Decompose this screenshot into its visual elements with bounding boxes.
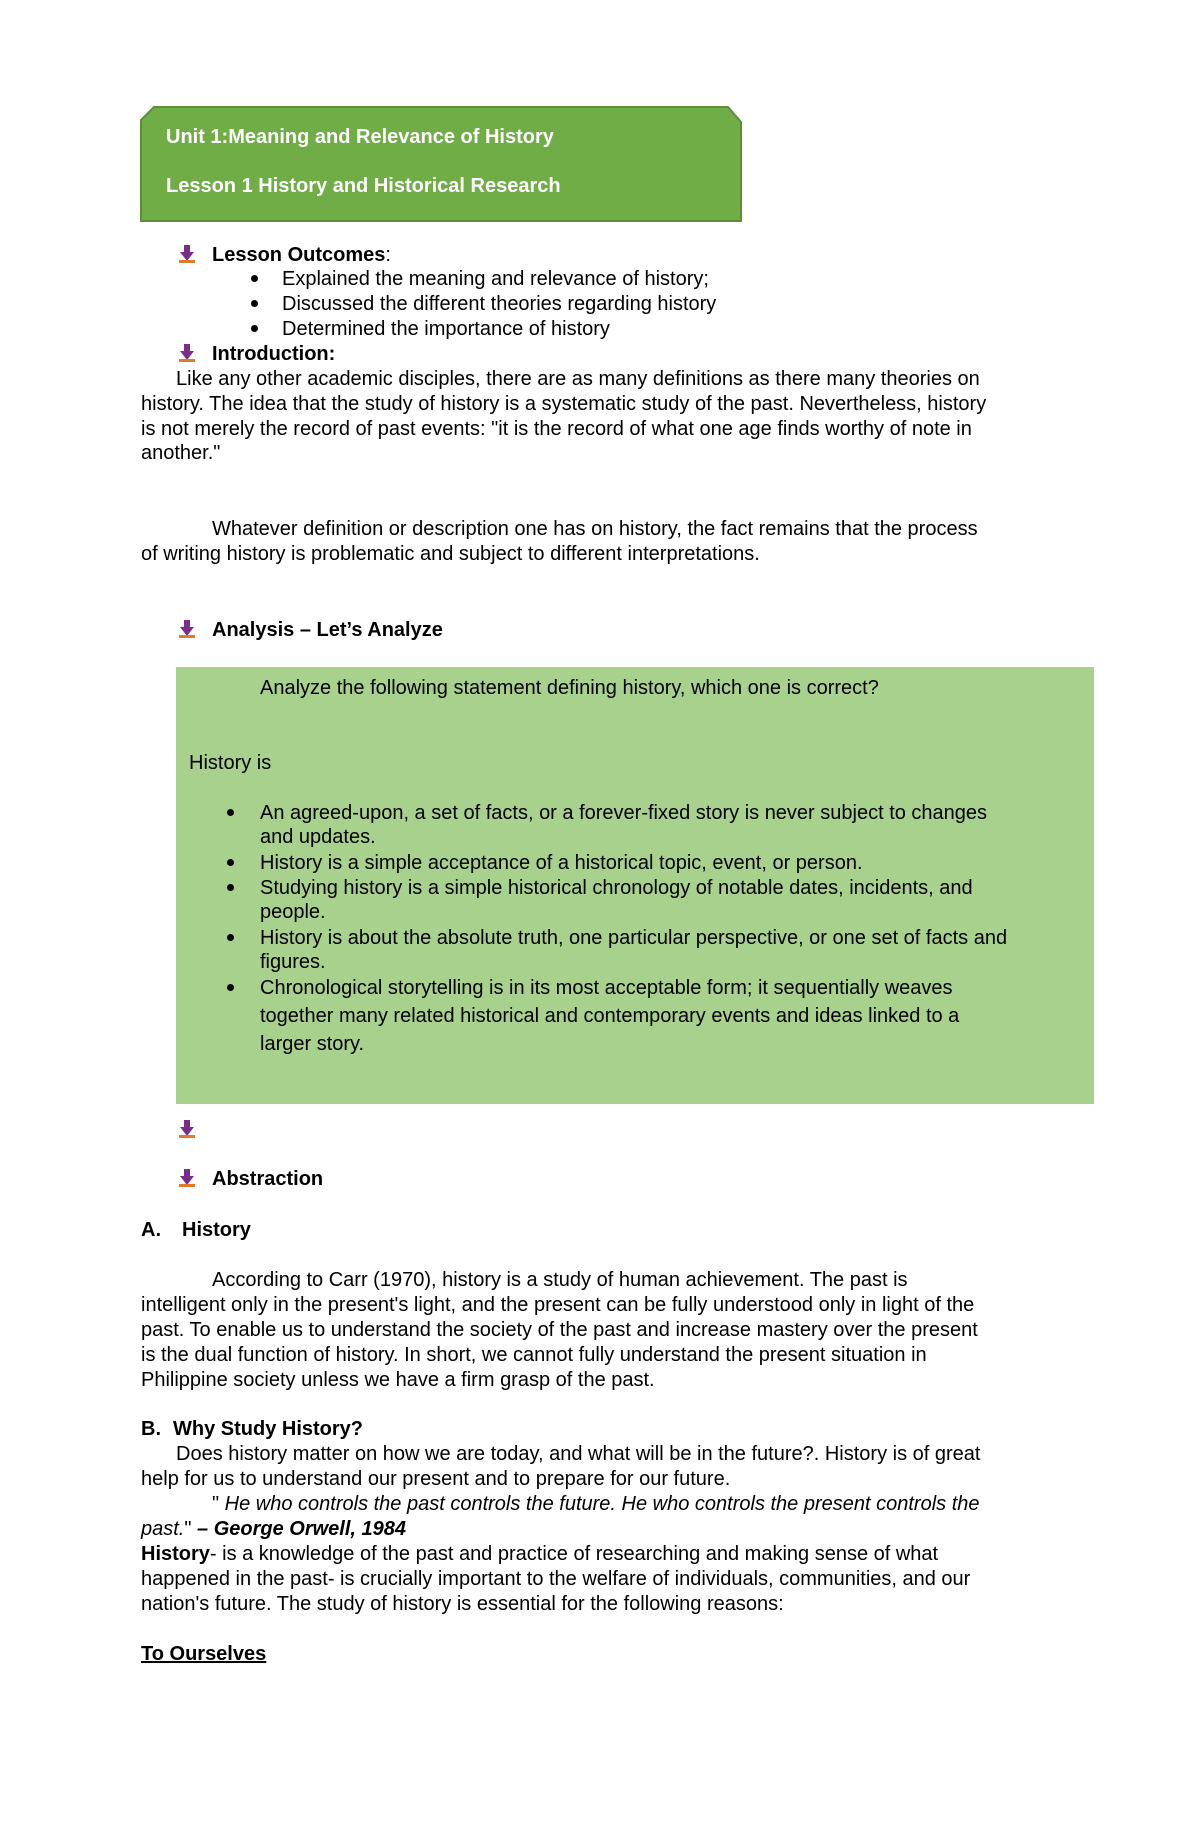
- analysis-item-line: people.: [260, 901, 326, 923]
- section-b-title: Why Study History?: [173, 1418, 364, 1440]
- analysis-item-line: An agreed-upon, a set of facts, or a forever-fixed story is never subject to changes: [260, 802, 988, 824]
- analysis-item-line: History is a simple acceptance of a historical topic, event, or person.: [260, 852, 863, 874]
- arrow-bullet-icon: [179, 620, 195, 638]
- bullet-dot: [251, 325, 258, 332]
- orwell-quote-line: " He who controls the past controls the future. He who controls the present controls the: [212, 1493, 980, 1515]
- section-b-line: Does history matter on how we are today, and what will be in the future?. History is of great: [176, 1443, 981, 1465]
- section-a-line: According to Carr (1970), history is a study of human achievement. The past is: [212, 1269, 908, 1291]
- analysis-item-line: History is about the absolute truth, one particular perspective, or one set of facts and: [260, 927, 1008, 949]
- analysis-item-line: Studying history is a simple historical chronology of notable dates, incidents, and: [260, 877, 973, 899]
- history-definition-line: History- is a knowledge of the past and practice of researching and making sense of what: [141, 1543, 939, 1565]
- history-definition-line: nation's future. The study of history is essential for the following reasons:: [141, 1593, 784, 1615]
- lesson-outcomes-heading: Lesson Outcomes:: [212, 244, 391, 266]
- to-ourselves-subheading: To Ourselves: [141, 1643, 267, 1665]
- analysis-item-line: and updates.: [260, 826, 376, 848]
- bullet-dot: [227, 809, 234, 816]
- outcome-item: Discussed the different theories regarding history: [282, 293, 717, 315]
- abstraction-heading: Abstraction: [212, 1168, 324, 1190]
- analysis-lead: History is: [189, 752, 272, 774]
- analysis-item-line: larger story.: [260, 1033, 365, 1055]
- analysis-item-line: Chronological storytelling is in its most acceptable form; it sequentially weaves: [260, 977, 953, 999]
- orwell-quote-line: past." – George Orwell, 1984: [141, 1518, 407, 1540]
- intro-line: history. The idea that the study of history is a systematic study of the past. Nevertheless, history: [141, 393, 987, 415]
- section-b-line: help for us to understand our present and to prepare for our future.: [141, 1468, 731, 1490]
- arrow-bullet-icon: [179, 344, 195, 362]
- section-a-title: History: [182, 1219, 251, 1241]
- outcome-item: Determined the importance of history: [282, 318, 610, 340]
- bullet-dot: [227, 984, 234, 991]
- section-a-line: Philippine society unless we have a firm grasp of the past.: [141, 1369, 655, 1391]
- section-a-line: past. To enable us to understand the society of the past and increase mastery over the present: [141, 1319, 978, 1341]
- lesson-title: Lesson 1 History and Historical Research: [166, 175, 561, 197]
- section-a-line: is the dual function of history. In short, we cannot fully understand the present situation in: [141, 1344, 927, 1366]
- history-definition-line: happened in the past- is crucially important to the welfare of individuals, communities, and our: [141, 1568, 971, 1590]
- intro-line: is not merely the record of past events: "it is the record of what one age finds worthy of note in: [141, 418, 972, 440]
- section-a-line: intelligent only in the present's light, and the present can be fully understood only in light of the: [141, 1294, 975, 1316]
- section-a-label: A.: [141, 1219, 161, 1241]
- intro-para2-line: of writing history is problematic and subject to different interpretations.: [141, 543, 760, 565]
- bullet-dot: [251, 275, 258, 282]
- section-b-label: B.: [141, 1418, 161, 1440]
- bullet-dot: [251, 300, 258, 307]
- banner-shape: [140, 106, 742, 222]
- analysis-item-line: together many related historical and contemporary events and ideas linked to a: [260, 1005, 960, 1027]
- unit-banner: [140, 106, 742, 222]
- analysis-prompt: Analyze the following statement defining history, which one is correct?: [260, 677, 879, 699]
- arrow-bullet-icon: [179, 245, 195, 263]
- arrow-bullet-icon: [179, 1120, 195, 1138]
- bullet-dot: [227, 859, 234, 866]
- intro-para2-line: Whatever definition or description one has on history, the fact remains that the process: [212, 518, 978, 540]
- bullet-dot: [227, 884, 234, 891]
- intro-line: Like any other academic disciples, there are as many definitions as there many theories on: [176, 368, 980, 390]
- analysis-item-line: figures.: [260, 951, 326, 973]
- intro-line: another.": [141, 442, 221, 464]
- outcome-item: Explained the meaning and relevance of history;: [282, 268, 709, 290]
- arrow-bullet-icon: [179, 1169, 195, 1187]
- introduction-heading: Introduction:: [212, 343, 336, 365]
- analysis-heading: Analysis – Let’s Analyze: [212, 619, 443, 641]
- bullet-dot: [227, 934, 234, 941]
- unit-title: Unit 1:Meaning and Relevance of History: [166, 126, 554, 148]
